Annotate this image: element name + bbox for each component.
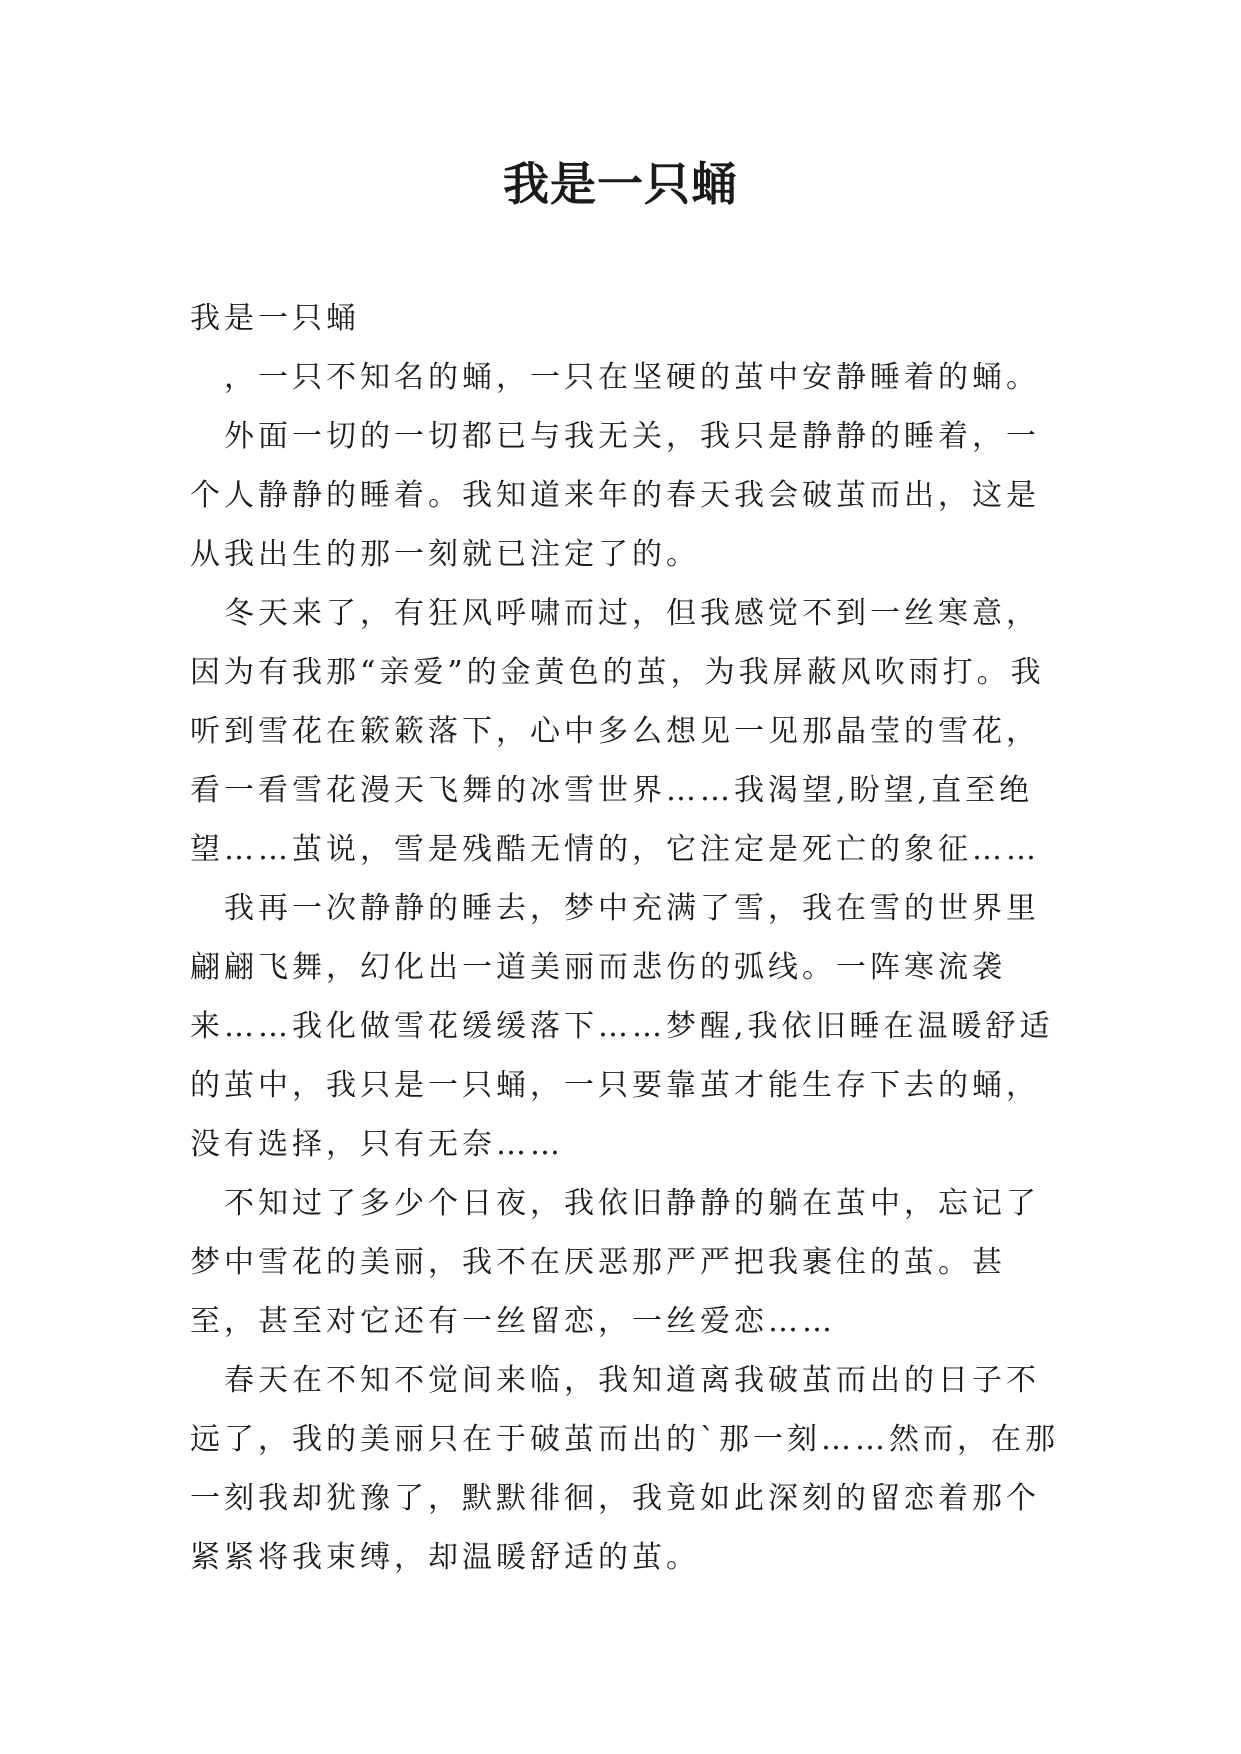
body-paragraph: 冬天来了，有狂风呼啸而过，但我感觉不到一丝寒意，因为有我那“亲爱”的金黄色的茧，为我屏蔽风吹雨打。我听到雪花在簌簌落下，心中多么想见一见那晶莹的雪花，看一看雪花漫天飞舞的冰雪世界……我渴望,盼望,直至绝望……茧说，雪是残酷无情的，它注定是死亡的象征…… <box>190 596 1045 867</box>
body-paragraph: 春天在不知不觉间来临，我知道离我破茧而出的日子不远了，我的美丽只在于破茧而出的`那一刻……然而，在那一刻我却犹豫了，默默徘徊，我竟如此深刻的留恋着那个紧紧将我束缚，却温暖舒适的茧。 <box>190 1363 1059 1575</box>
body-paragraph: 不知过了多少个日夜，我依旧静静的躺在茧中，忘记了梦中雪花的美丽，我不在厌恶那严严把我裹住的茧。甚至，甚至对它还有一丝留恋，一丝爱恋…… <box>190 1186 1040 1339</box>
body-paragraph: 外面一切的一切都已与我无关，我只是静静的睡着，一个人静静的睡着。我知道来年的春天我会破茧而出，这是从我出生的那一刻就已注定了的。 <box>190 419 1040 572</box>
body-paragraph: 我是一只蛹 <box>190 301 360 336</box>
document-body <box>190 289 1070 1587</box>
document-title: 我是一只蛹 <box>503 157 738 211</box>
body-paragraph: 我再一次静静的睡去，梦中充满了雪，我在雪的世界里翩翩飞舞，幻化出一道美丽而悲伤的弧线。一阵寒流袭来……我化做雪花缓缓落下……梦醒,我依旧睡在温暖舒适的茧中，我只是一只蛹，一只要靠茧才能生存下去的蛹，没有选择，只有无奈…… <box>190 891 1054 1162</box>
body-paragraph: ，一只不知名的蛹，一只在坚硬的茧中安静睡着的蛹。 <box>224 360 1040 395</box>
